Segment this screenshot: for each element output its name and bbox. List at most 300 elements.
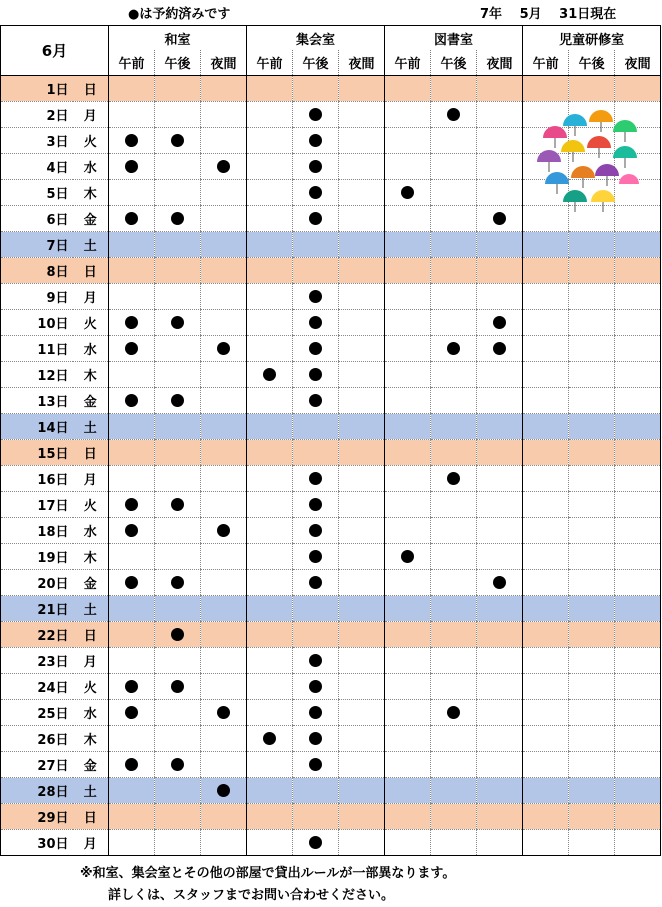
- slot-cell: [569, 310, 615, 336]
- slot-cell: [477, 258, 523, 284]
- slot-cell: [569, 804, 615, 830]
- slot-cell: [569, 362, 615, 388]
- slot-header: 夜間: [477, 50, 523, 76]
- weekday: 土: [73, 232, 109, 258]
- slot-cell: [109, 778, 155, 804]
- slot-cell: [201, 76, 247, 102]
- slot-cell: [247, 76, 293, 102]
- slot-cell: [247, 206, 293, 232]
- weekday: 木: [73, 544, 109, 570]
- slot-cell: [431, 622, 477, 648]
- slot-cell: [569, 284, 615, 310]
- slot-cell: [477, 206, 523, 232]
- slot-cell: [201, 492, 247, 518]
- slot-cell: [247, 466, 293, 492]
- slot-cell: [293, 180, 339, 206]
- slot-cell: [155, 778, 201, 804]
- slot-cell: [477, 804, 523, 830]
- slot-cell: [109, 752, 155, 778]
- slot-cell: [247, 596, 293, 622]
- weekday: 火: [73, 128, 109, 154]
- slot-cell: [155, 128, 201, 154]
- slot-cell: [247, 414, 293, 440]
- slot-cell: [477, 362, 523, 388]
- slot-cell: [569, 622, 615, 648]
- slot-cell: [431, 466, 477, 492]
- reserved-mark: [125, 680, 138, 693]
- day-number: 30日: [1, 830, 73, 856]
- day-number: 4日: [1, 154, 73, 180]
- slot-cell: [385, 76, 431, 102]
- weekday: 金: [73, 388, 109, 414]
- reserved-mark: [217, 784, 230, 797]
- day-row: [1, 830, 661, 856]
- reserved-mark: [125, 758, 138, 771]
- slot-cell: [569, 492, 615, 518]
- day-number: 20日: [1, 570, 73, 596]
- slot-cell: [293, 310, 339, 336]
- day-row: [1, 518, 661, 544]
- slot-cell: [339, 778, 385, 804]
- slot-cell: [385, 414, 431, 440]
- slot-cell: [109, 258, 155, 284]
- slot-cell: [477, 648, 523, 674]
- slot-header: 午後: [431, 50, 477, 76]
- slot-cell: [109, 596, 155, 622]
- slot-cell: [569, 778, 615, 804]
- slot-cell: [385, 518, 431, 544]
- slot-cell: [155, 284, 201, 310]
- slot-header: 午後: [155, 50, 201, 76]
- day-row: [1, 570, 661, 596]
- slot-cell: [385, 440, 431, 466]
- slot-cell: [293, 674, 339, 700]
- slot-cell: [431, 830, 477, 856]
- slot-cell: [385, 310, 431, 336]
- slot-cell: [385, 700, 431, 726]
- slot-cell: [431, 518, 477, 544]
- slot-cell: [569, 466, 615, 492]
- slot-cell: [247, 726, 293, 752]
- day-number: 2日: [1, 102, 73, 128]
- slot-cell: [569, 440, 615, 466]
- slot-cell: [339, 102, 385, 128]
- day-row: [1, 232, 661, 258]
- slot-cell: [523, 518, 569, 544]
- slot-cell: [431, 154, 477, 180]
- slot-cell: [477, 414, 523, 440]
- slot-cell: [431, 752, 477, 778]
- reserved-mark: [493, 576, 506, 589]
- slot-cell: [201, 466, 247, 492]
- slot-cell: [155, 102, 201, 128]
- slot-cell: [339, 206, 385, 232]
- day-number: 26日: [1, 726, 73, 752]
- slot-cell: [431, 206, 477, 232]
- slot-cell: [477, 674, 523, 700]
- note-contact: 詳しくは、スタッフまでお問い合わせください。: [108, 888, 395, 903]
- slot-cell: [293, 492, 339, 518]
- slot-cell: [201, 700, 247, 726]
- slot-cell: [385, 180, 431, 206]
- slot-cell: [247, 674, 293, 700]
- reserved-mark: [309, 160, 322, 173]
- reserved-mark: [309, 108, 322, 121]
- slot-cell: [385, 752, 431, 778]
- day-row: [1, 284, 661, 310]
- slot-cell: [293, 336, 339, 362]
- slot-cell: [523, 388, 569, 414]
- slot-cell: [155, 310, 201, 336]
- slot-cell: [293, 596, 339, 622]
- day-number: 18日: [1, 518, 73, 544]
- slot-cell: [569, 258, 615, 284]
- reserved-mark: [125, 134, 138, 147]
- weekday: 月: [73, 466, 109, 492]
- slot-cell: [385, 128, 431, 154]
- slot-cell: [339, 232, 385, 258]
- slot-cell: [247, 622, 293, 648]
- slot-cell: [339, 570, 385, 596]
- slot-cell: [109, 154, 155, 180]
- slot-cell: [615, 336, 661, 362]
- slot-cell: [201, 778, 247, 804]
- slot-cell: [293, 466, 339, 492]
- weekday: 月: [73, 284, 109, 310]
- day-number: 23日: [1, 648, 73, 674]
- slot-cell: [201, 830, 247, 856]
- slot-cell: [155, 440, 201, 466]
- weekday: 木: [73, 726, 109, 752]
- slot-cell: [339, 596, 385, 622]
- slot-cell: [385, 232, 431, 258]
- slot-cell: [523, 752, 569, 778]
- reserved-mark: [309, 212, 322, 225]
- slot-cell: [431, 102, 477, 128]
- slot-cell: [431, 258, 477, 284]
- slot-cell: [385, 596, 431, 622]
- slot-cell: [569, 674, 615, 700]
- reserved-mark: [309, 394, 322, 407]
- slot-cell: [247, 232, 293, 258]
- slot-cell: [615, 700, 661, 726]
- slot-cell: [201, 232, 247, 258]
- day-row: [1, 804, 661, 830]
- slot-cell: [615, 258, 661, 284]
- slot-cell: [615, 544, 661, 570]
- slot-cell: [339, 440, 385, 466]
- slot-cell: [339, 388, 385, 414]
- slot-cell: [431, 128, 477, 154]
- reserved-mark: [125, 706, 138, 719]
- slot-header: 午前: [385, 50, 431, 76]
- slot-cell: [109, 128, 155, 154]
- slot-cell: [201, 258, 247, 284]
- weekday: 日: [73, 440, 109, 466]
- slot-cell: [293, 752, 339, 778]
- slot-cell: [293, 76, 339, 102]
- slot-cell: [155, 518, 201, 544]
- slot-cell: [523, 570, 569, 596]
- slot-cell: [569, 570, 615, 596]
- umbrella-decoration-icon: [533, 108, 643, 218]
- slot-header: 午後: [293, 50, 339, 76]
- slot-cell: [155, 362, 201, 388]
- slot-cell: [615, 388, 661, 414]
- slot-cell: [155, 622, 201, 648]
- slot-cell: [339, 466, 385, 492]
- slot-cell: [155, 570, 201, 596]
- slot-cell: [339, 830, 385, 856]
- slot-cell: [109, 466, 155, 492]
- slot-cell: [155, 76, 201, 102]
- day-row: [1, 466, 661, 492]
- day-number: 15日: [1, 440, 73, 466]
- slot-header: 午後: [569, 50, 615, 76]
- reserved-mark: [309, 290, 322, 303]
- slot-cell: [385, 362, 431, 388]
- reserved-mark: [125, 316, 138, 329]
- slot-cell: [569, 414, 615, 440]
- slot-cell: [523, 648, 569, 674]
- slot-cell: [569, 336, 615, 362]
- month-label: 6月: [1, 26, 109, 76]
- slot-cell: [339, 76, 385, 102]
- slot-cell: [477, 284, 523, 310]
- weekday: 木: [73, 180, 109, 206]
- reserved-mark: [493, 316, 506, 329]
- slot-header: 夜間: [615, 50, 661, 76]
- slot-cell: [201, 440, 247, 466]
- slot-cell: [339, 336, 385, 362]
- slot-cell: [109, 76, 155, 102]
- slot-cell: [477, 388, 523, 414]
- reserved-mark: [309, 524, 322, 537]
- slot-cell: [247, 258, 293, 284]
- slot-cell: [523, 492, 569, 518]
- day-number: 21日: [1, 596, 73, 622]
- slot-cell: [477, 570, 523, 596]
- day-number: 28日: [1, 778, 73, 804]
- reserved-mark: [447, 472, 460, 485]
- slot-cell: [477, 752, 523, 778]
- slot-cell: [477, 180, 523, 206]
- reserved-mark: [309, 706, 322, 719]
- slot-cell: [431, 492, 477, 518]
- slot-cell: [431, 336, 477, 362]
- weekday: 金: [73, 570, 109, 596]
- slot-cell: [477, 778, 523, 804]
- slot-cell: [339, 518, 385, 544]
- slot-cell: [201, 570, 247, 596]
- legend: ●は予約済みです: [128, 7, 231, 22]
- slot-cell: [109, 492, 155, 518]
- slot-cell: [155, 752, 201, 778]
- slot-cell: [201, 544, 247, 570]
- slot-cell: [293, 830, 339, 856]
- reserved-mark: [171, 212, 184, 225]
- slot-cell: [155, 232, 201, 258]
- reserved-mark: [125, 524, 138, 537]
- slot-cell: [569, 232, 615, 258]
- slot-cell: [477, 830, 523, 856]
- slot-cell: [477, 726, 523, 752]
- slot-cell: [339, 622, 385, 648]
- slot-cell: [109, 180, 155, 206]
- slot-cell: [523, 362, 569, 388]
- slot-cell: [155, 154, 201, 180]
- day-row: [1, 388, 661, 414]
- slot-cell: [615, 726, 661, 752]
- slot-cell: [247, 388, 293, 414]
- slot-cell: [339, 648, 385, 674]
- slot-cell: [293, 726, 339, 752]
- slot-cell: [569, 544, 615, 570]
- slot-cell: [155, 804, 201, 830]
- day-number: 12日: [1, 362, 73, 388]
- slot-cell: [569, 76, 615, 102]
- slot-cell: [615, 648, 661, 674]
- reserved-mark: [309, 472, 322, 485]
- slot-cell: [109, 700, 155, 726]
- slot-cell: [339, 492, 385, 518]
- reserved-mark: [493, 342, 506, 355]
- reserved-mark: [171, 498, 184, 511]
- reserved-mark: [217, 160, 230, 173]
- day-number: 7日: [1, 232, 73, 258]
- slot-cell: [247, 648, 293, 674]
- slot-cell: [247, 336, 293, 362]
- slot-cell: [385, 830, 431, 856]
- note-rules: ※和室、集会室とその他の部屋で貸出ルールが一部異なります。: [80, 866, 456, 881]
- reserved-mark: [309, 732, 322, 745]
- slot-cell: [293, 518, 339, 544]
- day-number: 1日: [1, 76, 73, 102]
- slot-cell: [477, 518, 523, 544]
- slot-cell: [431, 596, 477, 622]
- slot-cell: [385, 466, 431, 492]
- reserved-mark: [125, 576, 138, 589]
- slot-cell: [247, 310, 293, 336]
- reserved-mark: [309, 498, 322, 511]
- reserved-mark: [171, 628, 184, 641]
- slot-cell: [201, 622, 247, 648]
- slot-cell: [155, 388, 201, 414]
- slot-cell: [431, 544, 477, 570]
- slot-cell: [615, 778, 661, 804]
- slot-cell: [385, 336, 431, 362]
- slot-cell: [477, 128, 523, 154]
- day-row: [1, 596, 661, 622]
- slot-cell: [201, 362, 247, 388]
- slot-cell: [385, 726, 431, 752]
- slot-cell: [155, 700, 201, 726]
- slot-cell: [385, 622, 431, 648]
- slot-cell: [293, 778, 339, 804]
- slot-cell: [569, 726, 615, 752]
- slot-cell: [431, 388, 477, 414]
- slot-cell: [523, 76, 569, 102]
- slot-cell: [155, 206, 201, 232]
- reserved-mark: [125, 498, 138, 511]
- slot-cell: [569, 752, 615, 778]
- slot-cell: [247, 544, 293, 570]
- slot-cell: [477, 310, 523, 336]
- slot-cell: [155, 830, 201, 856]
- reserved-mark: [309, 836, 322, 849]
- slot-cell: [339, 700, 385, 726]
- day-number: 14日: [1, 414, 73, 440]
- slot-cell: [477, 544, 523, 570]
- slot-cell: [109, 518, 155, 544]
- slot-cell: [431, 362, 477, 388]
- slot-cell: [293, 804, 339, 830]
- slot-cell: [293, 388, 339, 414]
- day-number: 10日: [1, 310, 73, 336]
- slot-cell: [431, 778, 477, 804]
- slot-cell: [385, 544, 431, 570]
- slot-cell: [201, 518, 247, 544]
- slot-cell: [431, 310, 477, 336]
- slot-cell: [247, 830, 293, 856]
- day-row: [1, 700, 661, 726]
- room-header: 図書室: [385, 26, 523, 51]
- reserved-mark: [309, 316, 322, 329]
- slot-cell: [523, 622, 569, 648]
- slot-cell: [109, 336, 155, 362]
- slot-cell: [155, 180, 201, 206]
- weekday: 土: [73, 414, 109, 440]
- slot-cell: [615, 310, 661, 336]
- slot-cell: [615, 830, 661, 856]
- slot-cell: [293, 362, 339, 388]
- slot-cell: [339, 128, 385, 154]
- slot-cell: [385, 206, 431, 232]
- weekday: 火: [73, 492, 109, 518]
- slot-cell: [247, 570, 293, 596]
- slot-header: 午前: [247, 50, 293, 76]
- slot-cell: [247, 700, 293, 726]
- slot-cell: [293, 544, 339, 570]
- slot-header: 夜間: [339, 50, 385, 76]
- slot-cell: [155, 544, 201, 570]
- reserved-mark: [401, 550, 414, 563]
- slot-cell: [339, 180, 385, 206]
- slot-cell: [109, 830, 155, 856]
- slot-header: 夜間: [201, 50, 247, 76]
- day-number: 16日: [1, 466, 73, 492]
- room-header: 児童研修室: [523, 26, 661, 51]
- slot-cell: [385, 778, 431, 804]
- slot-cell: [155, 674, 201, 700]
- slot-cell: [615, 518, 661, 544]
- slot-cell: [431, 570, 477, 596]
- day-row: [1, 258, 661, 284]
- slot-cell: [523, 310, 569, 336]
- slot-cell: [155, 492, 201, 518]
- slot-cell: [293, 570, 339, 596]
- slot-cell: [615, 674, 661, 700]
- slot-cell: [477, 154, 523, 180]
- weekday: 木: [73, 362, 109, 388]
- reserved-mark: [309, 758, 322, 771]
- reserved-mark: [171, 134, 184, 147]
- slot-cell: [339, 310, 385, 336]
- slot-cell: [109, 544, 155, 570]
- slot-cell: [615, 752, 661, 778]
- weekday: 日: [73, 622, 109, 648]
- slot-cell: [477, 102, 523, 128]
